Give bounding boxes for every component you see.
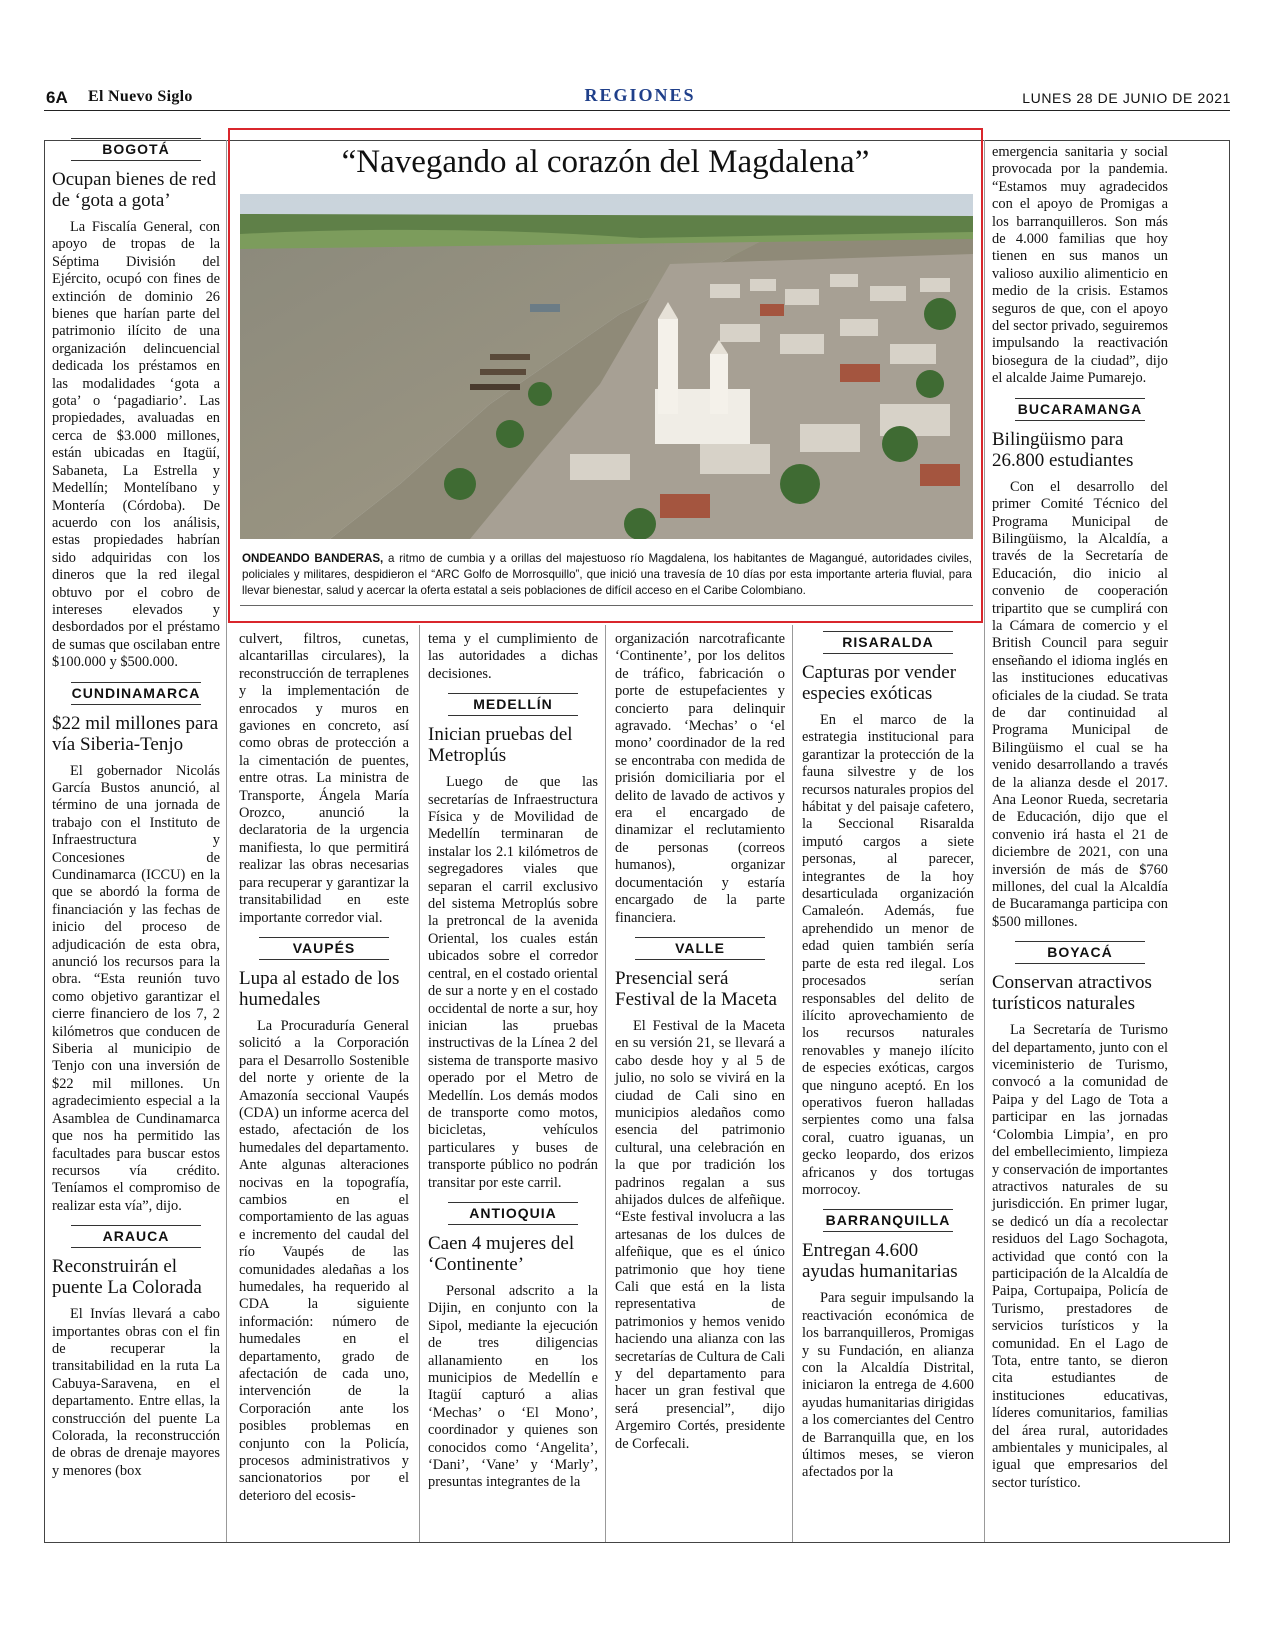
headline-valle: Presencial será Festival de la Maceta xyxy=(615,967,777,1010)
caption-text: a ritmo de cumbia y a orillas del majestuoso río Magdalena, los habitantes de Magangué, autoridades civiles, policiales y militares, despidieron el “ARC Golfo de Morrosquillo”, que inició una travesía de 10 días por esta importante arteria fluvial, para llevar bienestar, salud y acercar la oferta estatal a seis poblaciones de difícil acceso en el Caribe Colombiano. xyxy=(242,552,972,597)
section-tag-antioquia: ANTIOQUIA xyxy=(448,1202,578,1225)
article-body-boyaca: La Secretaría de Turismo del departamento, junto con el viceministerio de Turismo, convocó a la comunidad de Paipa y del Lago de Tota a participar en las jornadas ‘Colombia Limpia’, en pro del embellecimiento, limpieza y conservación de importantes atractivos naturales de su jurisdicción. En primer lugar, se dedicó un día a recolectar residuos del Lago Sochagota, actividad que contó con la participación de la Alcaldía de Paipa, Cortupaipa, Policía de Turismo, prestadores de servicios turísticos y la comunidad. En el Lago de Tota, entre tanto, se dieron cita estudiantes de instituciones educativas, líderes comunitarios, familias del área rural, autoridades ambientales y municipales, al igual que empresarios del sector turístico. xyxy=(992,1022,1168,1491)
article-body-bogota: La Fiscalía General, con apoyo de tropas de la Séptima División del Ejército, ocupó con fines de extinción de dominio 26 bienes que harían parte del patrimonio ilícito de una organización delincuencial dedicada los préstamos en las modalidades ‘gota a gota’ o ‘pagadiario’. Las propiedades, avaluadas en cerca de $3.000 millones, están ubicadas en Itagüí, Sabaneta, La Estrella y Medellín; Montelíbano y Montería (Córdoba). De acuerdo con los análisis, estas propiedades habrían sido adquiridas con los dineros que la red ilegal obtuvo por el cobro de intereses elevados y desbordados por el préstamo de sumas que oscilaban entre $100.000 y $500.000. xyxy=(52,219,220,671)
issue-date: LUNES 28 DE JUNIO DE 2021 xyxy=(1022,90,1231,106)
column-rule xyxy=(226,140,227,1542)
section-tag-risaralda: RISARALDA xyxy=(823,631,953,654)
article-continuation-barranquilla: emergencia sanitaria y social provocada por la pandemia. “Estamos muy agradecidos con el apoyo de Promigas a los barranquilleros. Son más de 4.000 familias que hoy tienen en sus manos un valioso auxilio alimenticio en medio de la crisis. Estamos seguros de que, con el apoyo del sector privado, seguiremos impulsando la reactivación biosegura de la ciudad”, dijo el alcalde Jaime Pumarejo. xyxy=(992,144,1168,387)
column-rule xyxy=(984,140,985,1542)
article-body-risaralda: En el marco de la estrategia institucional para garantizar la protección de la fauna silvestre y de los recursos naturales propios del hábitat y del paisaje cafetero, la Seccional Risaralda imputó cargos a siete personas, al parecer, integrantes de la hoy desarticulada organización Camaleón. Además, fue aprehendido un menor de edad quien también sería parte de esta red ilegal. Los procesados serían responsables del delito de ilícito aprovechamiento de los recursos naturales renovables y manejo ilícito de especies exóticas, cargos que ninguno aceptó. En los operativos fueron halladas serpientes como una falsa coral, cuatro iguanas, un gecko leopardo, dos erizos africanos y dos tortugas morrocoy. xyxy=(802,712,974,1198)
column-3 xyxy=(428,631,598,1492)
feature-box xyxy=(228,128,983,623)
section-tag-boyaca: BOYACÁ xyxy=(1015,941,1145,964)
section-tag-medellin: MEDELLÍN xyxy=(448,693,578,716)
photo-illustration xyxy=(240,194,973,539)
article-body-bucaramanga: Con el desarrollo del primer Comité Técnico del Programa Municipal de Bilingüismo, la Alcaldía, a través de la Secretaría de Educación, dio inicio al convenio de cooperación tripartito que se cumplirá con la Cámara de comercio y el British Council para seguir enseñando el idioma inglés en las instituciones educativas oficiales de la ciudad. Se trata de dar continuidad al Programa Municipal de Bilingüismo el cual se ha venido desarrollando a través de la alianza desde el 2017. Ana Leonor Rueda, secretaria de Educación, dijo que el convenio irá hasta el 21 de diciembre de 2021, con una inversión de más de $760 millones, del cual la Alcaldía de Bucaramanga participa con $500 millones. xyxy=(992,478,1168,930)
article-body-medellin: Luego de que las secretarías de Infraestructura Física y de Movilidad de Medellín terminaran de instalar los 2.1 kilómetros de segregadores viales que separan el carril exclusivo del sistema Metroplús sobre la pretroncal de la avenida Oriental, los cuales están ubicados sobre el corredor central, en el costado oriental de sur a norte y en el costado occidental de norte a sur, hoy inician las pruebas instructivas de la Línea 2 del sistema de transporte masivo operado por el Metro de Medellín. Los demás modos de transporte como motos, bicicletas, vehículos particulares y buses de transporte público no podrán transitar por este carril. xyxy=(428,774,598,1191)
headline-barranquilla: Entregan 4.600 ayudas humanitarias xyxy=(802,1240,958,1283)
headline-bucaramanga: Bilingüismo para 26.800 estudiantes xyxy=(992,428,1134,471)
article-continuation-antioquia: organización narcotraficante ‘Continente’, por los delitos de tráfico, fabricación o porte de estupefacientes y concierto para delinquir agravado. ‘Mechas’ o ‘el mono’ coordinador de la red se encontraba con medida de prisión domiciliaria por el delito de lavado de activos y era el encargado de dinamizar el reclutamiento de personas (correos humanos), organizar documentación y estaría encargado de la parte financiera. xyxy=(615,631,785,926)
article-body-antioquia: Personal adscrito a la Dijin, en conjunto con la Sipol, mediante la ejecución de tres diligencias allanamiento en los municipios de Medellín e Itagüí capturó a alias ‘Mechas’ o ‘El Mono’, coordinador y quienes son conocidos como ‘Angelita’, ‘Dani’, ‘Vane’ y ‘Marly’, presuntas integrantes de la xyxy=(428,1282,598,1491)
column-1 xyxy=(52,138,220,1480)
caption-lead: ONDEANDO BANDERAS, xyxy=(242,552,384,565)
article-body-cundinamarca: El gobernador Nicolás García Bustos anunció, al término de una jornada de trabajo con el Instituto de Infraestructura y Concesiones de Cundinamarca (ICCU) en la que se abordó la forma de financiación y las fechas de inicio del proceso de adjudicación de esta obra, anunció los recursos para la obra. “Esta reunión tuvo como objetivo garantizar el cierre financiero de los 7, 2 kilómetros que conducen de Siberia al municipio de Tenjo con una inversión de $22 mil millones. Un agradecimiento especial a la Asamblea de Cundinamarca que nos ha permitido las facultades para buscar estos recursos vía crédito. Teníamos el compromiso de realizar esta vía”, dijo. xyxy=(52,762,220,1214)
headline-vaupes: Lupa al estado de los humedales xyxy=(239,967,400,1010)
photo-caption xyxy=(242,551,972,599)
headline-bogota: Ocupan bienes de red de ‘gota a gota’ xyxy=(52,169,217,211)
column-5 xyxy=(802,631,974,1482)
page-number: 6A xyxy=(46,88,68,107)
article-continuation-vaupes: tema y el cumplimiento de las autoridades a dichas decisiones. xyxy=(428,631,598,682)
section-tag-valle: VALLE xyxy=(635,937,765,960)
article-continuation-arauca: culvert, filtros, cunetas, alcantarillas circulares), la reconstrucción de terraplenes y la implementación de enrocados y muros en gaviones en concreto, así como obras de protección a la cimentación de puentes, entre otras. La ministra de Transporte, Ángela María Orozco, anunció la declaratoria de la urgencia manifiesta, lo que permitirá realizar las obras necesarias para recuperar y garantizar la transitabilidad en este importante corredor vial. xyxy=(239,631,409,926)
feature-title: “Navegando al corazón del Magdalena” xyxy=(341,144,870,180)
caption-rule xyxy=(240,605,973,606)
section-tag-cundinamarca: CUNDINAMARCA xyxy=(71,682,201,705)
section-tag-barranquilla: BARRANQUILLA xyxy=(823,1209,953,1232)
article-body-barranquilla: Para seguir impulsando la reactivación económica de los barranquilleros, Promigas y su Fundación, en alianza con la Alcaldía Distrital, iniciaron la entrega de 4.600 ayudas humanitarias dirigidas a los comerciantes del Centro de Barranquilla que, en los últimos meses, se vieron afectados por la xyxy=(802,1290,974,1481)
section-tag-bogota: BOGOTÁ xyxy=(71,138,201,161)
article-body-arauca: El Invías llevará a cabo importantes obras con el fin de recuperar la transitabilidad en la ruta La Cabuya-Saravena, en el departamento. Entre ellas, la construcción del puente La Colorada, la reconstrucción de obras de drenaje mayores y menores (box xyxy=(52,1306,220,1479)
section-tag-vaupes: VAUPÉS xyxy=(259,937,389,960)
headline-medellin: Inician pruebas del Metroplús xyxy=(428,724,573,767)
headline-risaralda: Capturas por vender especies exóticas xyxy=(802,662,957,704)
column-6 xyxy=(992,144,1168,1492)
article-body-vaupes: La Procuraduría General solicitó a la Corporación para el Desarrollo Sostenible del norte y oriente de la Amazonía seccional Vaupés (CDA) un informe acerca del estado, afectación de los humedales del departamento. Ante algunas alteraciones nocivas en la topografía, cambios en el comportamiento de las aguas e incremento del caudal del río Vaupés de las comunidades aledañas a los humedales, ha requerido al CDA la siguiente información: número de humedales en el departamento, grado de afectación de cada uno, intervención de la Corporación ante los posibles problemas en conjunto con la Policía, procesos administrativos y sancionatorios por el deterioro del ecosis- xyxy=(239,1017,409,1504)
column-rule xyxy=(605,625,606,1542)
section-name: REGIONES xyxy=(584,85,696,105)
column-rule xyxy=(419,625,420,1542)
headline-arauca: Reconstruirán el puente La Colorada xyxy=(52,1256,202,1299)
headline-antioquia: Caen 4 mujeres del ‘Continente’ xyxy=(428,1232,575,1275)
headline-cundinamarca: $22 mil millones para vía Siberia-Tenjo xyxy=(52,712,219,755)
header-rule xyxy=(44,110,1230,111)
column-2 xyxy=(239,631,409,1505)
headline-boyaca: Conservan atractivos turísticos naturales xyxy=(992,972,1152,1015)
article-body-valle: El Festival de la Maceta en su versión 21, se llevará a cabo desde hoy y al 5 de julio, no solo se vivirá en la ciudad de Cali sino en municipios aledaños como esencia del patrimonio cultural, una celebración en la que por tradición los padrinos regalan a sus ahijados dulces de alfeñique. “Este festival involucra a las artesanas de los dulces de alfeñique, que es el único patrimonio que hoy tiene Cali que está en la lista representativa de patrimonios y hemos venido haciendo una alianza con las secretarías de Cultura de Cali y del departamento para hacer un gran festival que será presencial”, dijo Argemiro Cortés, presidente de Corfecali. xyxy=(615,1017,785,1452)
newspaper-name: El Nuevo Siglo xyxy=(88,88,193,105)
column-rule xyxy=(792,625,793,1542)
section-tag-arauca: ARAUCA xyxy=(71,1225,201,1248)
section-tag-bucaramanga: BUCARAMANGA xyxy=(1015,398,1145,421)
column-4 xyxy=(615,631,785,1453)
aerial-river-town-photo xyxy=(240,194,973,539)
